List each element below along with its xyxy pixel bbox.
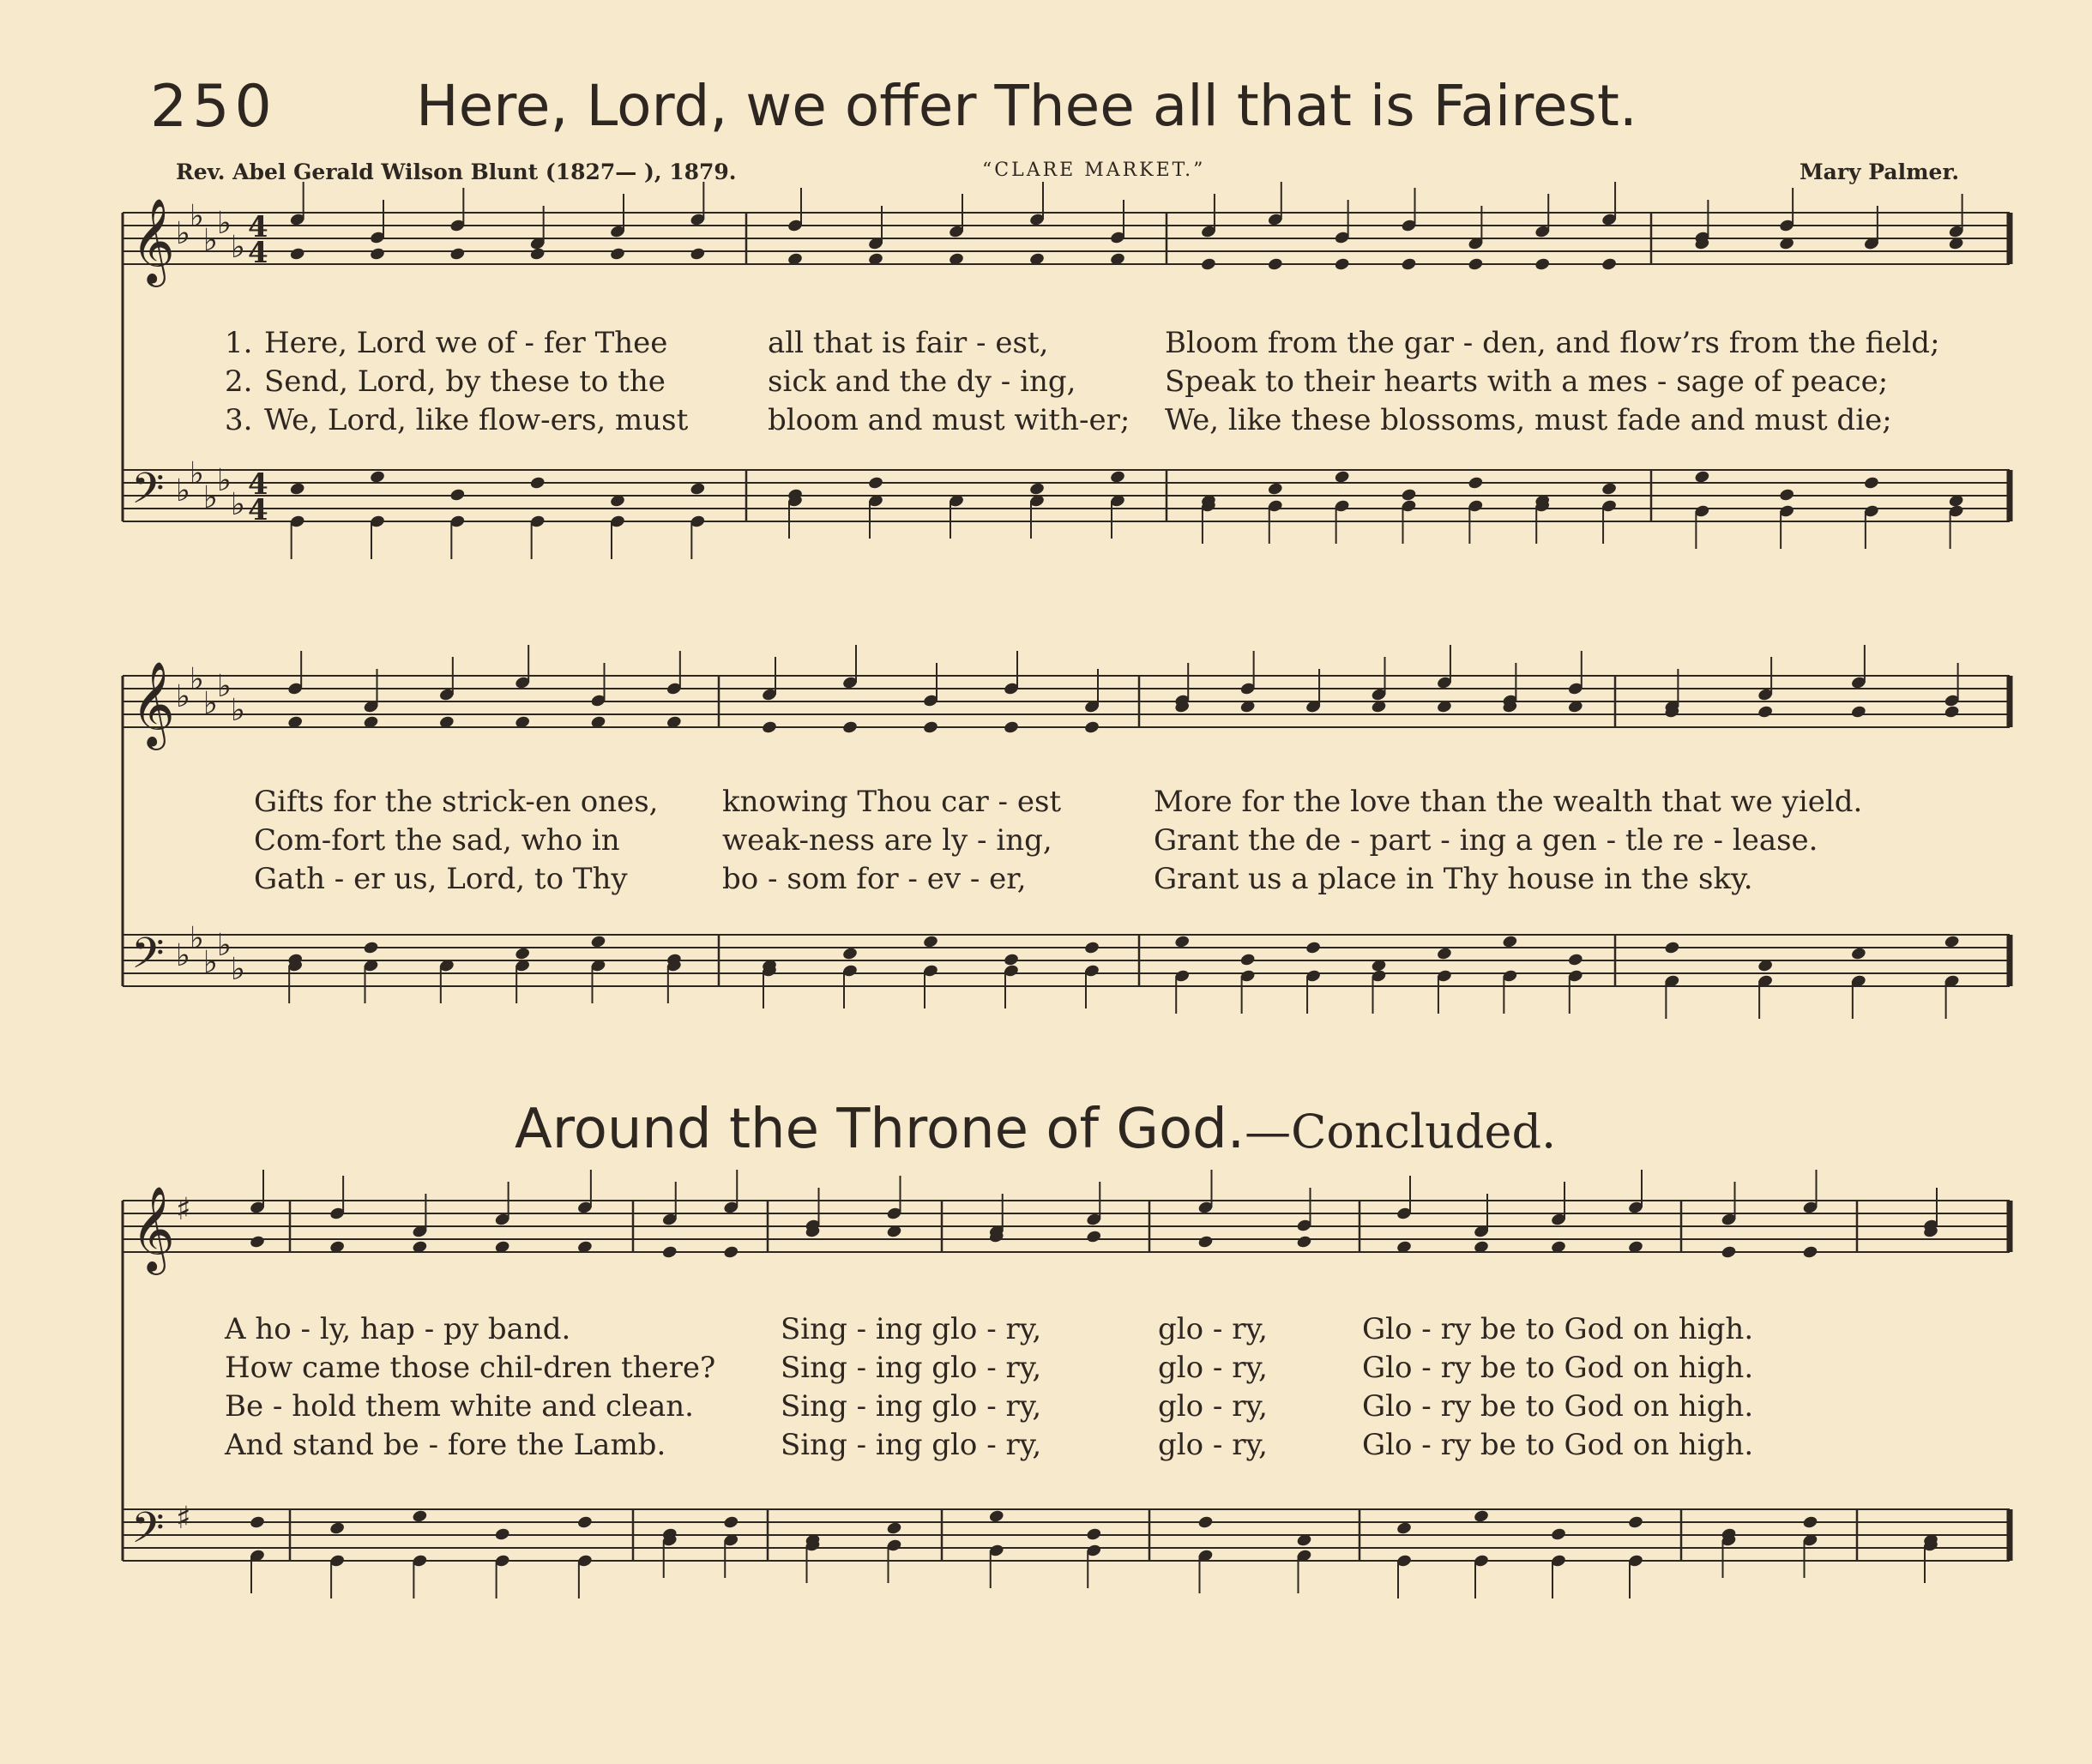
lyric-segment: knowing Thou car - est bbox=[722, 785, 1062, 819]
lyric-segment: Glo - ry be to God on high. bbox=[1362, 1428, 1754, 1462]
note-head bbox=[1863, 476, 1879, 491]
note-head bbox=[1468, 476, 1484, 491]
lyric-segment: Be - hold them white and clean. bbox=[225, 1389, 694, 1424]
flat-icon: ♭ bbox=[231, 952, 245, 987]
lyric-segment: glo - ry, bbox=[1158, 1312, 1268, 1346]
note-head bbox=[1396, 1521, 1412, 1536]
lyric-segment: glo - ry, bbox=[1158, 1351, 1268, 1385]
note-head bbox=[1083, 720, 1100, 735]
flat-icon: ♭ bbox=[190, 456, 204, 491]
note-head bbox=[1802, 1515, 1818, 1530]
note-head bbox=[1334, 257, 1350, 272]
note-head bbox=[1174, 935, 1191, 949]
flat-icon: ♭ bbox=[203, 686, 218, 721]
verse-number: 3. bbox=[225, 403, 253, 437]
note-head bbox=[1305, 941, 1322, 955]
flat-icon: ♭ bbox=[190, 199, 204, 234]
lyric-segment: weak-ness are ly - ing, bbox=[722, 823, 1052, 858]
bass-clef-icon: 𝄢 bbox=[131, 464, 165, 524]
bass-clef-icon: 𝄢 bbox=[131, 1503, 165, 1563]
note-head bbox=[449, 247, 466, 262]
note-head bbox=[590, 935, 606, 949]
lyric-segment: More for the love than the wealth that we yield. bbox=[1154, 785, 1863, 819]
note-head bbox=[1502, 935, 1518, 949]
flat-icon: ♭ bbox=[231, 693, 245, 728]
note-head bbox=[363, 941, 379, 955]
note-head bbox=[1850, 947, 1866, 961]
note-head bbox=[1003, 953, 1019, 967]
lyric-segment: all that is fair - est, bbox=[768, 326, 1049, 360]
lyric-segment: How came those chil-dren there? bbox=[225, 1351, 716, 1385]
note-head bbox=[1721, 1245, 1737, 1260]
flat-icon: ♭ bbox=[176, 938, 190, 973]
note-head bbox=[1550, 1527, 1566, 1542]
note-head bbox=[494, 1527, 510, 1542]
lyric-segment: Glo - ry be to God on high. bbox=[1362, 1312, 1754, 1346]
note-head bbox=[1028, 482, 1045, 497]
bass-clef-icon: 𝄢 bbox=[131, 929, 165, 989]
note-head bbox=[867, 476, 883, 491]
lyric-segment: bo - som for - ev - er, bbox=[722, 862, 1027, 896]
sharp-icon: ♯ bbox=[176, 1501, 191, 1536]
note-head bbox=[761, 720, 777, 735]
note-head bbox=[922, 935, 938, 949]
note-head bbox=[1534, 257, 1551, 272]
note-head bbox=[723, 1515, 739, 1530]
note-head bbox=[1267, 257, 1283, 272]
note-head bbox=[1944, 935, 1960, 949]
note-head bbox=[529, 476, 546, 491]
flat-icon: ♭ bbox=[176, 473, 190, 509]
lyric-segment: Gifts for the strick-en ones, bbox=[254, 785, 659, 819]
flat-icon: ♭ bbox=[231, 487, 245, 522]
note-head bbox=[1601, 482, 1618, 497]
note-head bbox=[1334, 470, 1350, 485]
note-head bbox=[289, 247, 305, 262]
note-head bbox=[661, 1245, 678, 1260]
note-head bbox=[249, 1515, 265, 1530]
note-head bbox=[289, 482, 305, 497]
lyric-segment: bloom and must with-er; bbox=[768, 403, 1130, 437]
note-head bbox=[1664, 941, 1680, 955]
lyric-segment: Grant the de - part - ing a gen - tle re - lease. bbox=[1154, 823, 1818, 858]
lyric-segment: Com-fort the sad, who in bbox=[254, 823, 620, 858]
lyric-segment: Sing - ing glo - ry, bbox=[781, 1389, 1042, 1424]
note-head bbox=[988, 1509, 1004, 1524]
note-head bbox=[886, 1521, 902, 1536]
note-head bbox=[1627, 1515, 1643, 1530]
note-head bbox=[1296, 1235, 1312, 1249]
flat-icon: ♭ bbox=[176, 216, 190, 251]
note-head bbox=[369, 470, 385, 485]
tune-name: “CLARE MARKET.” bbox=[982, 160, 1206, 181]
note-head bbox=[529, 247, 546, 262]
flat-icon: ♭ bbox=[203, 223, 218, 258]
concluded-label: —Concluded. bbox=[1245, 1105, 1557, 1159]
note-head bbox=[1083, 941, 1100, 955]
note-head bbox=[515, 947, 531, 961]
verse-number: 2. bbox=[225, 364, 253, 399]
note-head bbox=[449, 488, 466, 503]
flat-icon: ♭ bbox=[217, 928, 232, 963]
note-head bbox=[1401, 257, 1417, 272]
flat-icon: ♭ bbox=[203, 945, 218, 980]
note-head bbox=[1086, 1230, 1102, 1244]
note-head bbox=[841, 720, 858, 735]
flat-icon: ♭ bbox=[203, 480, 218, 515]
note-head bbox=[1086, 1527, 1102, 1542]
note-head bbox=[1109, 470, 1125, 485]
note-head bbox=[1197, 1515, 1214, 1530]
flat-icon: ♭ bbox=[176, 679, 190, 714]
lyric-segment: Glo - ry be to God on high. bbox=[1362, 1351, 1754, 1385]
treble-clef-icon: 𝄞 bbox=[131, 198, 175, 284]
note-head bbox=[922, 720, 938, 735]
lyric-segment: Glo - ry be to God on high. bbox=[1362, 1389, 1754, 1424]
continued-hymn-name: Around the Throne of God. bbox=[515, 1098, 1245, 1161]
verse-number: 1. bbox=[225, 326, 253, 360]
lyric-segment: Sing - ing glo - ry, bbox=[781, 1428, 1042, 1462]
note-head bbox=[841, 947, 858, 961]
note-head bbox=[1473, 1509, 1489, 1524]
note-head bbox=[1802, 1245, 1818, 1260]
lyric-segment: Sing - ing glo - ry, bbox=[781, 1351, 1042, 1385]
note-head bbox=[249, 1235, 265, 1249]
note-head bbox=[1757, 705, 1774, 719]
lyric-segment: Send, Lord, by these to the bbox=[264, 364, 666, 399]
treble-clef-icon: 𝄞 bbox=[131, 661, 175, 747]
lyric-segment: Speak to their hearts with a mes - sage of peace; bbox=[1165, 364, 1889, 399]
note-head bbox=[1436, 947, 1452, 961]
note-head bbox=[1468, 257, 1484, 272]
note-head bbox=[1567, 953, 1583, 967]
note-head bbox=[1239, 953, 1256, 967]
note-head bbox=[1694, 470, 1710, 485]
time-signature-icon: 4 bbox=[248, 493, 268, 527]
lyric-segment: sick and the dy - ing, bbox=[768, 364, 1076, 399]
flat-icon: ♭ bbox=[217, 669, 232, 704]
lyric-segment: And stand be - fore the Lamb. bbox=[225, 1428, 666, 1462]
composer-credit: Mary Palmer. bbox=[1800, 160, 1960, 184]
note-head bbox=[412, 1509, 428, 1524]
hymn-title: Here, Lord, we offer Thee all that is Fairest. bbox=[416, 73, 1637, 139]
note-head bbox=[1601, 257, 1618, 272]
note-head bbox=[1850, 705, 1866, 719]
lyric-segment: A ho - ly, hap - py band. bbox=[225, 1312, 571, 1346]
time-signature-icon: 4 bbox=[248, 210, 268, 244]
note-head bbox=[609, 247, 625, 262]
lyric-segment: Bloom from the gar - den, and flow’rs from the field; bbox=[1165, 326, 1940, 360]
time-signature-icon: 4 bbox=[248, 236, 268, 270]
note-head bbox=[576, 1515, 593, 1530]
note-head bbox=[690, 482, 706, 497]
note-head bbox=[1401, 488, 1417, 503]
flat-icon: ♭ bbox=[231, 230, 245, 265]
lyric-segment: Gath - er us, Lord, to Thy bbox=[254, 862, 628, 896]
lyric-segment: glo - ry, bbox=[1158, 1428, 1268, 1462]
sharp-icon: ♯ bbox=[176, 1192, 191, 1227]
hymn-number: 250 bbox=[150, 73, 277, 141]
note-head bbox=[1200, 257, 1216, 272]
note-head bbox=[1944, 705, 1960, 719]
author-credit: Rev. Abel Gerald Wilson Blunt (1827— ), 1879. bbox=[176, 160, 737, 184]
note-head bbox=[690, 247, 706, 262]
lyric-segment: We, like these blossoms, must fade and must die; bbox=[1165, 403, 1892, 437]
note-head bbox=[369, 247, 385, 262]
time-signature-icon: 4 bbox=[248, 467, 268, 502]
lyric-segment: We, Lord, like flow-ers, must bbox=[264, 403, 689, 437]
note-head bbox=[1003, 720, 1019, 735]
flat-icon: ♭ bbox=[217, 206, 232, 241]
note-head bbox=[1779, 488, 1795, 503]
treble-clef-icon: 𝄞 bbox=[131, 1186, 175, 1272]
lyric-segment: Sing - ing glo - ry, bbox=[781, 1312, 1042, 1346]
lyric-segment: glo - ry, bbox=[1158, 1389, 1268, 1424]
note-head bbox=[1197, 1235, 1214, 1249]
note-head bbox=[329, 1521, 346, 1536]
note-head bbox=[723, 1245, 739, 1260]
note-head bbox=[1267, 482, 1283, 497]
flat-icon: ♭ bbox=[190, 662, 204, 697]
flat-icon: ♭ bbox=[217, 463, 232, 498]
flat-icon: ♭ bbox=[190, 921, 204, 956]
lyric-segment: Grant us a place in Thy house in the sky. bbox=[1154, 862, 1753, 896]
lyric-segment: Here, Lord we of - fer Thee bbox=[264, 326, 668, 360]
